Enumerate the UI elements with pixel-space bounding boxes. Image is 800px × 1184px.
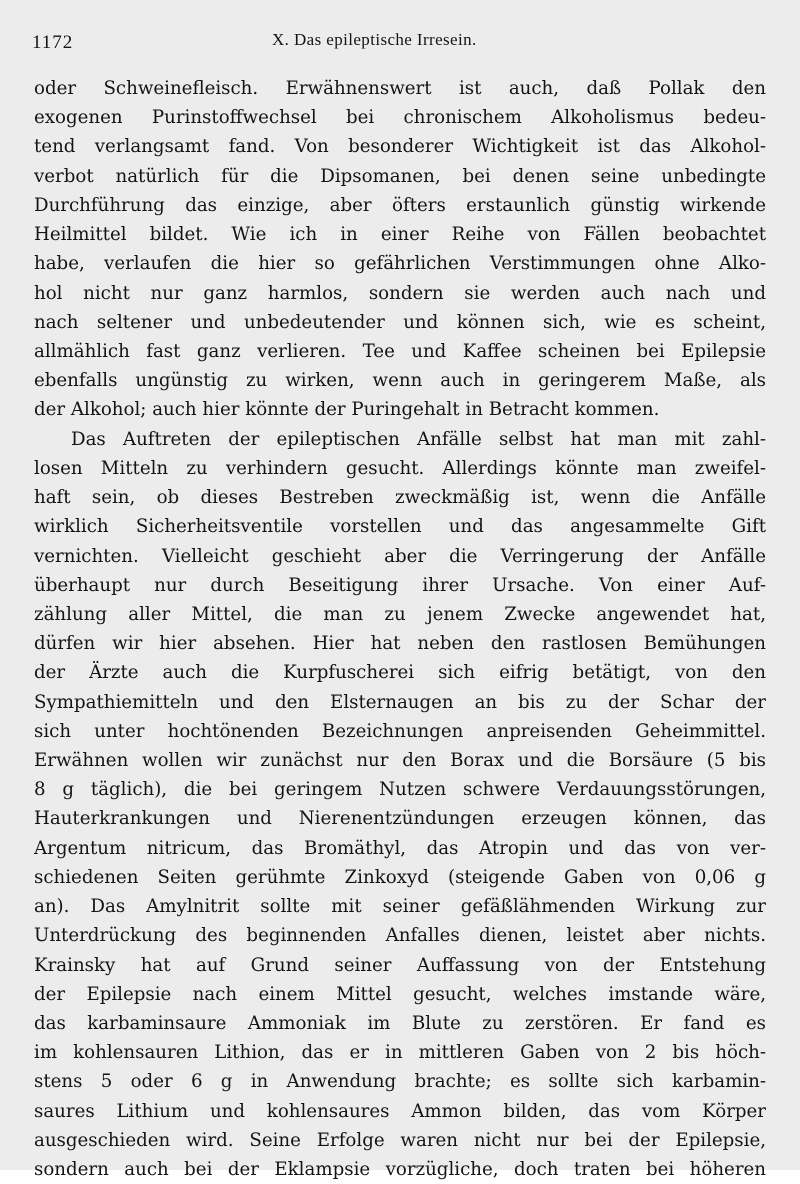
text-line: hol nicht nur ganz harmlos, sondern sie werden auch nach und — [34, 282, 766, 304]
text-line: Das Auftreten der epileptischen Anfälle selbst hat man mit zahl- — [71, 428, 766, 450]
text-line: zählung aller Mittel, die man zu jenem Zwecke angewendet hat, — [34, 603, 766, 625]
text-line: der Epilepsie nach einem Mittel gesucht, welches imstande wäre, — [34, 983, 766, 1005]
text-line: stens 5 oder 6 g in Anwendung brachte; es sollte sich karbamin- — [34, 1071, 766, 1093]
text-line: im kohlensauren Lithion, das er in mittleren Gaben von 2 bis höch- — [34, 1042, 766, 1064]
text-line: exogenen Purinstoffwechsel bei chronischem Alkoholismus bedeu- — [34, 107, 766, 129]
text-line: Durchführung das einzige, aber öfters erstaunlich günstig wirkende — [34, 194, 766, 216]
text-line: Krainsky hat auf Grund seiner Auffassung von der Entstehung — [34, 954, 766, 976]
text-line: nach seltener und unbedeutender und können sich, wie es scheint, — [34, 311, 766, 333]
text-line: verbot natürlich für die Dipsomanen, bei denen seine unbedingte — [34, 165, 766, 187]
text-line: das karbaminsaure Ammoniak im Blute zu zerstören. Er fand es — [34, 1013, 766, 1034]
text-line: losen Mitteln zu verhindern gesucht. Allerdings könnte man zweifel- — [34, 457, 766, 479]
text-line: dürfen wir hier absehen. Hier hat neben den rastlosen Bemühungen — [34, 633, 766, 655]
text-line: saures Lithium und kohlensaures Ammon bilden, das vom Körper — [34, 1100, 766, 1122]
text-line: Hauterkrankungen und Nierenentzündungen erzeugen können, das — [34, 808, 766, 830]
text-line: der Ärzte auch die Kurpfuscherei sich eifrig betätigt, von den — [34, 662, 766, 684]
text-line: Unterdrückung des beginnenden Anfalles dienen, leistet aber nichts. — [34, 925, 766, 947]
text-line: allmählich fast ganz verlieren. Tee und Kaffee scheinen bei Epilepsie — [34, 340, 766, 362]
text-line: ebenfalls ungünstig zu wirken, wenn auch in geringerem Maße, als — [34, 370, 766, 392]
text-line: oder Schweinefleisch. Erwähnenswert ist auch, daß Pollak den — [34, 78, 766, 99]
text-line: wirklich Sicherheitsventile vorstellen und das angesammelte Gift — [34, 516, 766, 538]
text-line: sondern auch bei der Eklampsie vorzügliche, doch traten bei höheren — [34, 1159, 766, 1181]
text-line: habe, verlaufen die hier so gefährlichen Verstimmungen ohne Alko- — [34, 253, 766, 275]
running-head — [32, 32, 770, 58]
paragraph — [34, 425, 766, 1184]
text-line: Heilmittel bildet. Wie ich in einer Reihe von Fällen beobachtet — [34, 224, 766, 246]
text-line: Sympathiemitteln und den Elsternaugen an bis zu der Schar der — [34, 691, 766, 713]
text-line: tend verlangsamt fand. Von besonderer Wichtigkeit ist das Alkohol- — [34, 136, 766, 158]
body-text — [34, 74, 766, 1184]
text-line: 8 g täglich), die bei geringem Nutzen schwere Verdauungsstörungen, — [34, 779, 766, 801]
chapter-title: X. Das epileptische Irresein. — [272, 30, 477, 49]
text-line: ausgeschieden wird. Seine Erfolge waren nicht nur bei der Epilepsie, — [34, 1129, 766, 1151]
text-line: Argentum nitricum, das Bromäthyl, das Atropin und das von ver- — [34, 837, 766, 859]
page-number: 1172 — [32, 32, 74, 53]
text-line: überhaupt nur durch Beseitigung ihrer Ursache. Von einer Auf- — [34, 574, 766, 596]
text-line: vernichten. Vielleicht geschieht aber die Verringerung der Anfälle — [34, 545, 766, 567]
paragraph — [34, 74, 766, 425]
text-line: Erwähnen wollen wir zunächst nur den Borax und die Borsäure (5 bis — [34, 750, 766, 772]
text-line: an). Das Amylnitrit sollte mit seiner gefäßlähmenden Wirkung zur — [34, 896, 766, 918]
text-line: sich unter hochtönenden Bezeichnungen anpreisenden Geheimmittel. — [34, 720, 766, 742]
text-line: der Alkohol; auch hier könnte der Puringehalt in Betracht kommen. — [34, 399, 660, 421]
text-line: haft sein, ob dieses Bestreben zweckmäßig ist, wenn die Anfälle — [34, 487, 766, 509]
text-line: schiedenen Seiten gerühmte Zinkoxyd (steigende Gaben von 0,06 g — [34, 866, 766, 888]
